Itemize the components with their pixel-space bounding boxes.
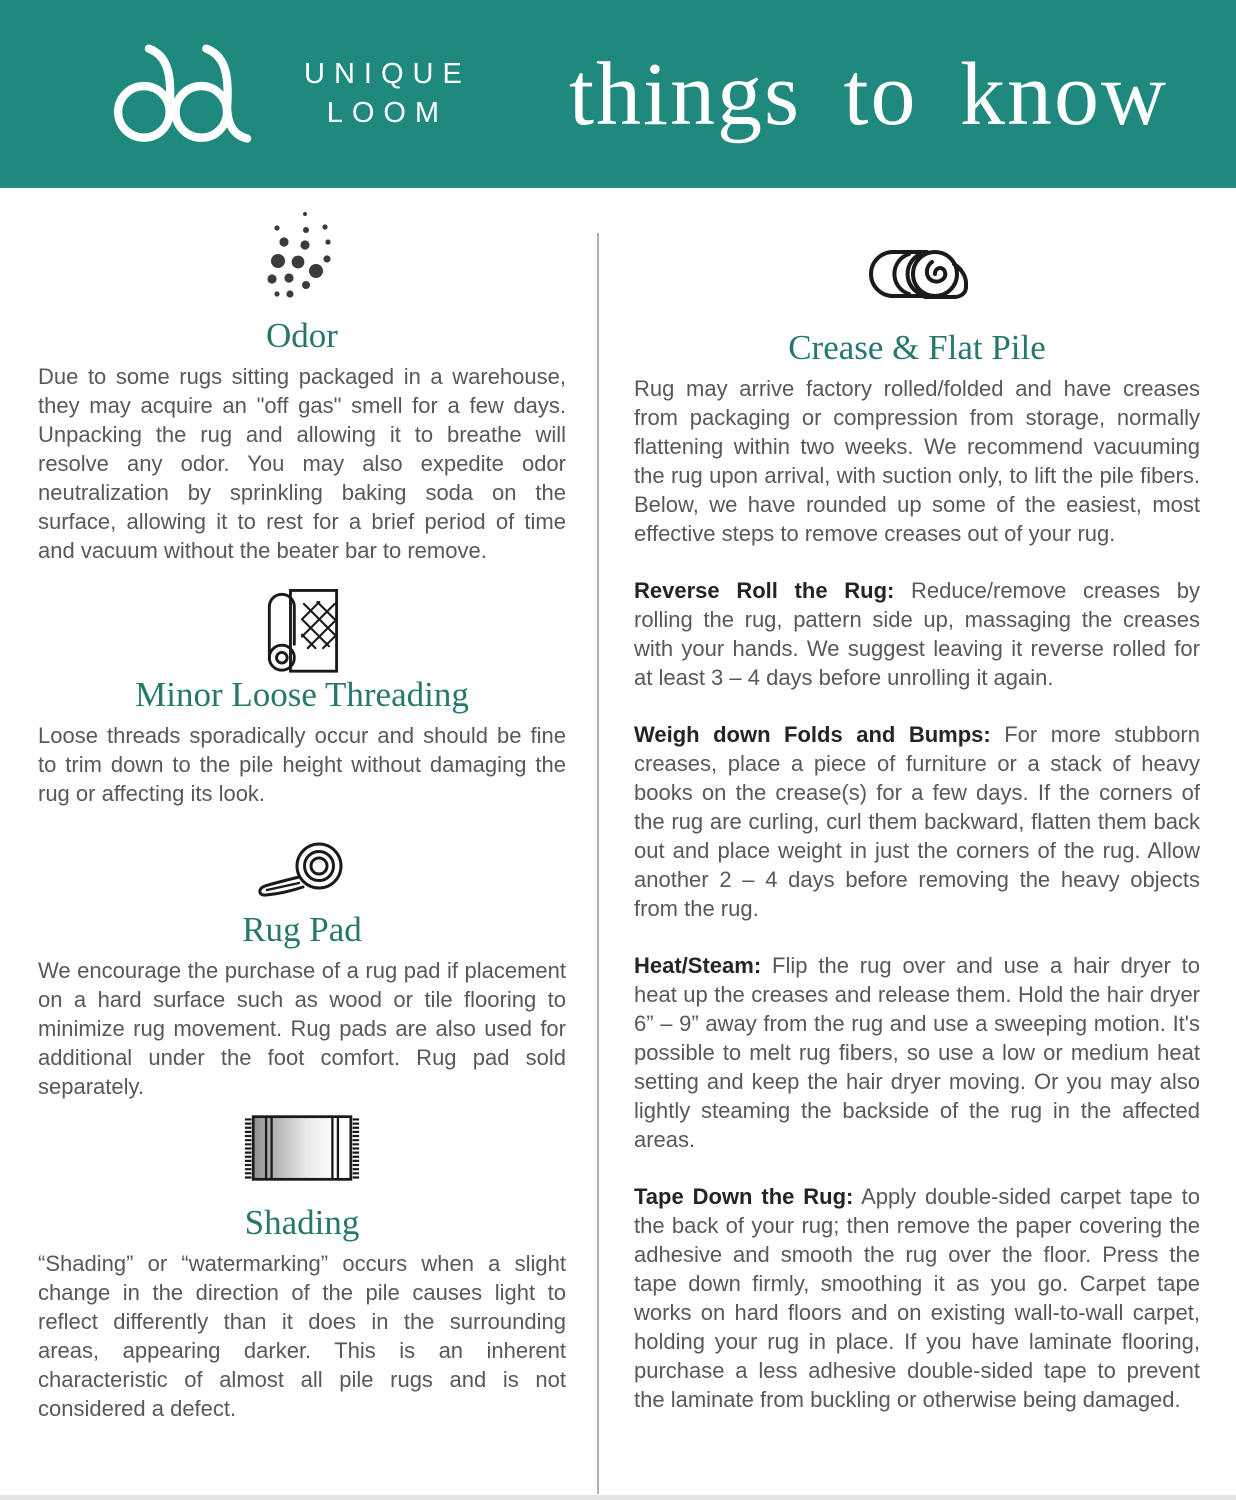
- pad-roll-icon: [38, 832, 566, 906]
- odor-body: Due to some rugs sitting packaged in a warehouse, they may acquire an "off gas" smell for a few days. Unpacking the rug and allowing it to breathe will resolve any odor. You may also expedite odor neutralization by sprinkling baking soda on the surface, allowing it to rest for a brief period of time and vacuum without the beater bar to remove.: [38, 364, 566, 563]
- odor-title: Odor: [266, 316, 338, 355]
- section-shading: [38, 1113, 566, 1423]
- section-threading: [38, 577, 566, 808]
- shading-body: “Shading” or “watermarking” occurs when a slight change in the direction of the pile causes light to reflect differently than it does in the surrounding areas, appearing darker. This is an inherent characteristic of almost all pile rugs and is not considered a defect.: [38, 1251, 566, 1421]
- crease-title: Crease & Flat Pile: [788, 328, 1046, 367]
- tip-heat-steam: [634, 951, 1200, 1154]
- fringed-rug-icon: [38, 1113, 566, 1183]
- column-divider: [597, 233, 599, 1494]
- rugpad-body: We encourage the purchase of a rug pad if placement on a hard surface such as wood or tile flooring to minimize rug movement. Rug pads are also used for additional under the foot comfort. Rug pad sold separately.: [38, 958, 566, 1099]
- shading-title: Shading: [244, 1203, 360, 1242]
- tip-body: Reduce/remove creases by rolling the rug, pattern side up, massaging the creases with your hands. We suggest leaving it reverse rolled for at least 3 – 4 days before unrolling it again.: [634, 578, 1200, 690]
- tip-label: Tape Down the Rug:: [634, 1184, 854, 1209]
- tip-label: Weigh down Folds and Bumps:: [634, 722, 991, 747]
- right-column: [598, 188, 1236, 1414]
- brand-wordmark: [304, 55, 471, 133]
- section-crease: [634, 244, 1200, 548]
- scatter-dots-icon: [38, 208, 566, 300]
- tip-label: Heat/Steam:: [634, 953, 762, 978]
- threading-title: Minor Loose Threading: [135, 675, 469, 714]
- tip-tape-down: [634, 1182, 1200, 1414]
- rolled-rug-crosshatch-icon: [38, 577, 566, 675]
- tip-body: Flip the rug over and use a hair dryer to heat up the creases and release them. Hold the hair dryer 6” – 9” away from the rug and use a sweeping motion. It's possible to melt rug fibers, so use a low or medium heat setting and keep the hair dryer moving. Or you may also lightly steaming the backside of the rug in the affected areas.: [634, 953, 1200, 1152]
- tip-reverse-roll: [634, 576, 1200, 692]
- section-odor: [38, 208, 566, 565]
- threading-body: Loose threads sporadically occur and should be fine to trim down to the pile height without damaging the rug or affecting its look.: [38, 723, 566, 806]
- tip-weigh-down: [634, 720, 1200, 923]
- brand-logo: [100, 42, 471, 146]
- page-bottom-edge: [0, 1495, 1236, 1500]
- tip-body: For more stubborn creases, place a piece of furniture or a stack of heavy books on the crease(s) for a few days. If the corners of the rug are curling, curl them backward, flatten them back out and place weight in just the corners of the rug. Allow another 2 – 4 days before removing the heavy objects from the rug.: [634, 722, 1200, 921]
- content-columns: [0, 188, 1236, 1423]
- page-title: things to know: [568, 44, 1168, 144]
- unique-loom-glasses-logo-icon: [100, 42, 276, 146]
- rugpad-title: Rug Pad: [242, 910, 362, 949]
- tip-label: Reverse Roll the Rug:: [634, 578, 895, 603]
- crease-body: Rug may arrive factory rolled/folded and have creases from packaging or compression from storage, normally flattening within two weeks. We recommend vacuuming the rug upon arrival, with suction only, to lift the pile fibers. Below, we have rounded up some of the easiest, most effective steps to remove creases out of your rug.: [634, 376, 1200, 546]
- tip-body: Apply double-sided carpet tape to the back of your rug; then remove the paper covering the adhesive and smooth the rug over the floor. Press the tape down firmly, smoothing it as you go. Carpet tape works on hard floors and on existing wall-to-wall carpet, holding your rug in place. If you have laminate flooring, purchase a less adhesive double-sided tape to prevent the laminate from buckling or otherwise being damaged.: [634, 1184, 1200, 1412]
- rolled-rug-side-icon: [634, 244, 1200, 306]
- left-column: [0, 188, 598, 1423]
- brand-line2: LOOM: [326, 97, 449, 129]
- section-rugpad: [38, 832, 566, 1101]
- brand-line1: UNIQUE: [304, 58, 471, 91]
- header-banner: [0, 0, 1236, 188]
